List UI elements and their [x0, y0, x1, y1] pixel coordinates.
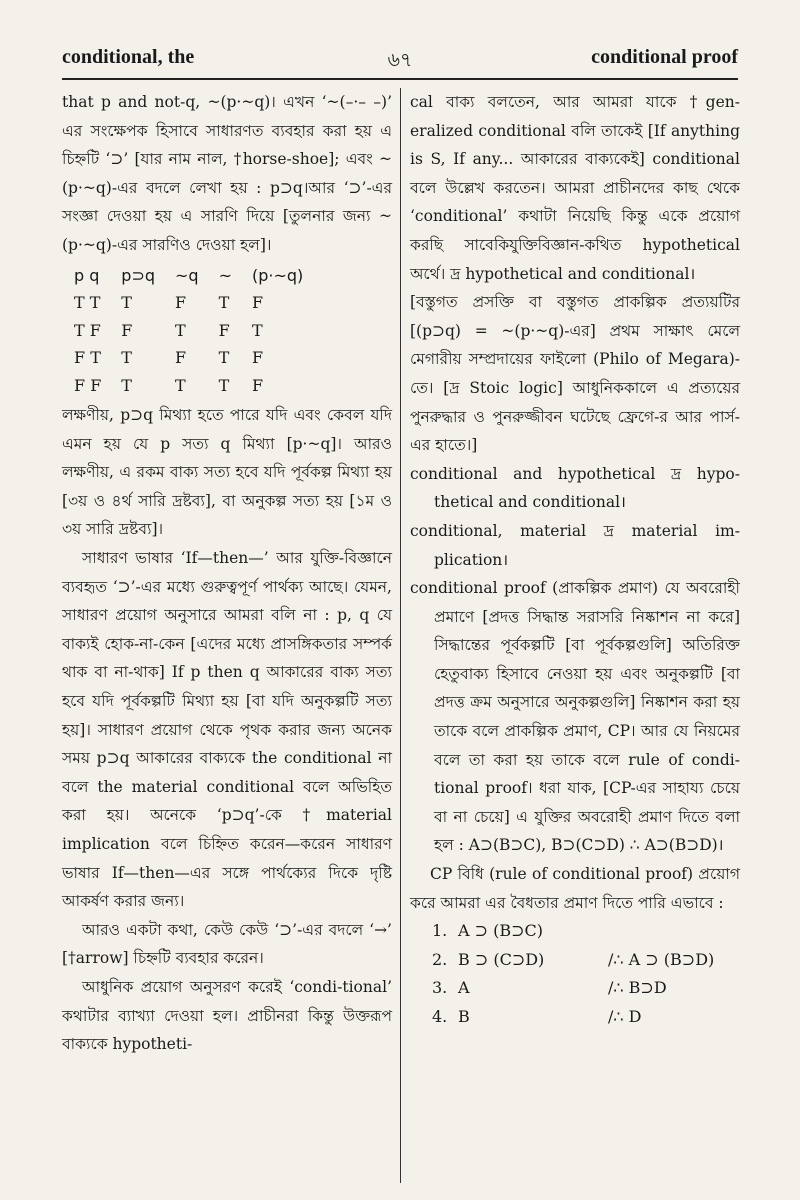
- two-column-body: [62, 88, 738, 1183]
- truth-table-header: p q: [74, 265, 100, 285]
- truth-table-cell: T: [121, 375, 132, 395]
- truth-table-cell: F: [251, 348, 264, 368]
- truth-table-cell: F T: [74, 348, 101, 368]
- proof-step-formula: B ⊃ (C⊃D): [458, 949, 545, 969]
- proof-step-formula: A ⊃ (B⊃C): [458, 921, 544, 941]
- truth-table-cell: F: [175, 348, 187, 368]
- proof-step-number: 3.: [432, 978, 448, 998]
- paragraph: আধুনিক প্রয়োগ অনুসরণ করেই ‘condi-tional’ কথাটার ব্যাখ্যা দেওয়া হল। প্রাচীনরা কিন্তু উক্তরূপ বাক্যকে hypotheti-: [62, 977, 392, 1054]
- truth-table-cell: F: [218, 320, 230, 340]
- truth-table-header: p⊃q: [121, 265, 156, 285]
- truth-table-cell: F: [251, 293, 264, 313]
- proof-step-formula: A: [458, 978, 470, 998]
- proof-step-number: 1.: [432, 921, 448, 941]
- truth-table-row: [74, 289, 323, 317]
- truth-table-row: [74, 372, 323, 400]
- truth-table-cell: T: [251, 320, 263, 340]
- proof-step: [432, 946, 714, 975]
- truth-table-cell: T: [175, 320, 186, 340]
- truth-table-cell: F F: [74, 375, 102, 395]
- truth-table-header: (p·~q): [251, 265, 304, 285]
- paragraph: that p and not-q, ~(p·~q)। এখন ‘~(–·– –)’ এর সংক্ষেপক হিসাবে সাধারণত ব্যবহার করা হয় এ চিহ্নটি ‘⊃’ [যার নাম নাল, †horse-shoe]; এবং ~(p·~q)-এর বদলে লেখা হয় : p⊃q।আর ‘⊃’-এর সংজ্ঞা দেওয়া হয় এ সারণি দিয়ে [তুলনার জন্য ~(p·~q)-এর সারণিও দেওয়া হল]।: [62, 93, 392, 254]
- proof-step-note: /∴ A ⊃ (B⊃D): [608, 949, 715, 969]
- dictionary-entry: conditional proof (প্রাকল্পিক প্রমাণ) যে অবরোহী প্রমাণে [প্রদত্ত সিদ্ধান্ত সরাসরি নিষ্কাশন না করে] সিদ্ধান্তের পূর্বকল্পটি [বা পূর্বকল্পগুলি] অতিরিক্ত হেতুবাক্য হিসাবে নেওয়া হয় এবং অনুকল্পটি [বা প্রদত্ত ক্রম অনুসারে অনুকল্পগুলি] নিষ্কাশন করা হয় তাকে বলে প্রাকল্পিক প্রমাণ, CP। আর যে নিয়মের বলে তা করা হয় তাকে বলে rule of condi-tional proof। ধরা যাক, [CP-এর সাহায্য চেয়ে বা না চেয়ে] এ যুক্তির অবরোহী প্রমাণ দিতে বলা হল : A⊃(B⊃C), B⊃(C⊃D) ∴ A⊃(B⊃D)।: [410, 579, 740, 855]
- truth-table-cell: F: [175, 293, 187, 313]
- truth-table-cell: T: [121, 348, 132, 368]
- proof-steps: [432, 917, 714, 1031]
- page-header: [62, 38, 738, 80]
- truth-table-cell: T: [121, 293, 132, 313]
- left-column: [62, 88, 392, 1059]
- paragraph: CP বিধি (rule of conditional proof) প্রয়োগ করে আমরা এর বৈধতার প্রমাণ দিতে পারি এভাবে :: [410, 865, 740, 912]
- proof-step: [432, 1003, 714, 1032]
- proof-step-formula: B: [458, 1006, 470, 1026]
- truth-table-cell: T: [218, 348, 230, 368]
- proof-step: [432, 974, 714, 1003]
- paragraph: সাধারণ ভাষার ‘If—then—’ আর যুক্তি-বিজ্ঞানে ব্যবহৃত ‘⊃’-এর মধ্যে গুরুত্বপূর্ণ পার্থক্য আছে। যেমন, সাধারণ প্রয়োগ অনুসারে আমরা বলি না : p, q যে বাক্যই হোক-না-কেন [এদের মধ্যে প্রাসঙ্গিকতার সম্পর্ক থাক বা না-থাক] If p then q আকারের বাক্য সত্য হবে যদি পূর্বকল্পটি মিথ্যা হয় [বা যদি অনুকল্পটি সত্য হয়]। সাধারণ প্রয়োগ থেকে পৃথক করার জন্য অনেক সময় p⊃q আকারের বাক্যকে the conditional না বলে the material conditional বলে অভিহিত করা হয়। অনেকে ‘p⊃q’-কে †material implication বলে চিহ্নিত করেন—করেন সাধারণ ভাষার If—then—এর সঙ্গে পার্থক্যের দিকে দৃষ্টি আকর্ষণ করার জন্য।: [62, 549, 392, 911]
- truth-table-cell: T T: [74, 293, 101, 313]
- column-divider: [400, 88, 401, 1183]
- truth-table-row: [74, 344, 323, 372]
- paragraph: আরও একটা কথা, কেউ কেউ ‘⊃’-এর বদলে ‘→’ [†arrow] চিহ্নটি ব্যবহার করেন।: [62, 920, 392, 968]
- truth-table: [74, 262, 323, 400]
- truth-table-header-row: [74, 262, 323, 290]
- proof-step-note: /∴ D: [608, 1006, 642, 1026]
- header-left-guide-word: conditional, the: [62, 46, 195, 68]
- truth-table-cell: T: [218, 293, 230, 313]
- dictionary-entry: conditional, material দ্র material im-plication।: [410, 521, 740, 569]
- paragraph: [বস্তুগত প্রসক্তি বা বস্তুগত প্রাকল্পিক প্রত্যয়টির [(p⊃q) = ~(p·~q)-এর] প্রথম সাক্ষাৎ মেলে মেগারীয় সম্প্রদায়ের ফাইলো (Philo of Megara)-তে। [দ্র Stoic logic] আধুনিককালে এ প্রত্যয়ের পুনরুদ্ধার ও পুনরুজ্জীবন ঘটেছে ফ্রেগে-র আর পার্স-এর হাতে।]: [410, 293, 740, 455]
- proof-step: [432, 917, 714, 946]
- truth-table-header: ~q: [175, 265, 199, 285]
- page-number: ৬৭: [387, 49, 413, 71]
- truth-table-cell: F: [251, 375, 264, 395]
- dictionary-entry: conditional and hypothetical দ্র hypo-thetical and conditional।: [410, 464, 740, 512]
- proof-step-number: 4.: [432, 1006, 448, 1026]
- truth-table-header: ~: [218, 265, 232, 285]
- truth-table-cell: T: [175, 375, 186, 395]
- paragraph: লক্ষণীয়, p⊃q মিথ্যা হতে পারে যদি এবং কেবল যদি এমন হয় যে p সত্য q মিথ্যা [p·~q]। আরও লক্ষণীয়, এ রকম বাক্য সত্য হবে যদি পূর্বকল্প মিথ্যা হয় [৩য় ও ৪র্থ সারি দ্রষ্টব্য], বা অনুকল্প সত্য হয় [১ম ও ৩য় সারি দ্রষ্টব্য]।: [62, 406, 392, 539]
- truth-table-cell: T F: [74, 320, 101, 340]
- truth-table-cell: F: [121, 320, 133, 340]
- truth-table-cell: T: [218, 375, 230, 395]
- paragraph: cal বাক্য বলতেন, আর আমরা যাকে †gen-eralized conditional বলি তাকেই [If anything is S, If any... আকারের বাক্যকেই] conditional বলে উল্লেখ করতেন। আমরা প্রাচীনদের কাছ থেকে ‘conditional’ কথাটা নিয়েছি কিন্তু একে প্রয়োগ করছি সাবেকিযুক্তিবিজ্ঞান-কথিত hypothetical অর্থে। দ্র hypothetical and conditional।: [410, 93, 740, 283]
- proof-step-number: 2.: [432, 949, 448, 969]
- truth-table-row: [74, 317, 323, 345]
- header-right-guide-word: conditional proof: [591, 46, 738, 68]
- proof-step-note: [608, 917, 714, 946]
- proof-step-note: /∴ B⊃D: [608, 978, 667, 998]
- right-column: [410, 88, 740, 1031]
